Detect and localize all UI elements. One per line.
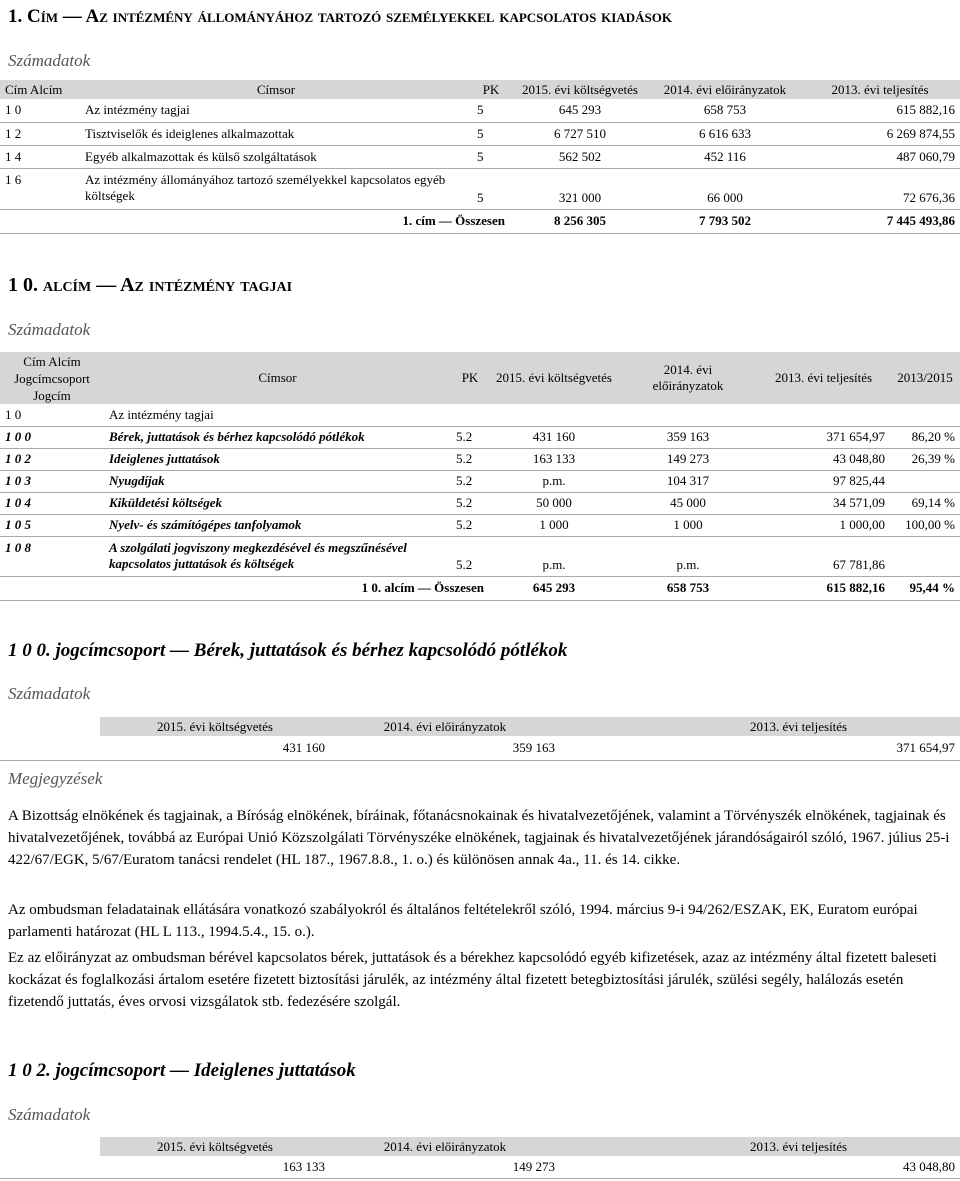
- row-2013: 43 048,80: [833, 451, 885, 466]
- row-name: Kiküldetési költségek: [109, 495, 223, 510]
- row-2013: 34 571,09: [833, 495, 885, 510]
- total-2015: 8 256 305: [554, 213, 606, 228]
- row-ratio: 69,14 %: [911, 495, 955, 510]
- col-header: 2014. évi előirányzatok: [650, 80, 800, 99]
- row-2015: p.m.: [542, 473, 566, 488]
- total-label: 1 0. alcím — Összesen: [361, 580, 484, 595]
- row-pk: 5.2: [456, 451, 473, 466]
- col-header: 2015. évi költségvetés: [510, 80, 650, 99]
- col-header: 2013/2015: [890, 352, 960, 404]
- col-header: PK: [472, 80, 510, 99]
- row-pk: 5: [477, 189, 484, 205]
- heading-number: 1.: [8, 6, 23, 27]
- total-ratio: 95,44 %: [909, 580, 955, 595]
- row-pk: 5.2: [456, 517, 473, 532]
- row-name: Nyelv- és számítógépes tanfolyamok: [109, 517, 302, 532]
- group-name: Az intézmény tagjai: [109, 406, 214, 422]
- row-2015: 163 133: [532, 451, 576, 466]
- row-2013: 72 676,36: [903, 189, 955, 205]
- row-pk: 5: [477, 125, 484, 141]
- row-2014: 6 616 633: [699, 125, 751, 141]
- row-code: 1 0 8: [5, 539, 31, 555]
- table-row: [0, 145, 960, 168]
- col-header: 2015. évi költségvetés: [100, 717, 330, 736]
- section1-label: Számadatok: [8, 51, 91, 70]
- row-ratio: 100,00 %: [905, 517, 955, 532]
- row-2014: 1 000: [673, 517, 703, 532]
- row-code: 1 4: [5, 148, 22, 164]
- note-paragraph: A Bizottság elnökének és tagjainak, a Bíróság elnökének, bíráinak, főtanácsnokainak és hivatalvezetőjének, valamint a Törvényszék elnökének, tagjainak és hivatalvezetőjének, továbbá az Európai Unió Közszolgálati Törvényszéke elnökének, tagjainak és hivatalvezetőjének járandóságairól szóló, 1967. július 25-i 422/67/EGK, 5/67/Euratom tanácsi rendelet (HL 187., 1967.8.8., 1. o.) és különösen annak 4a., 11. és 14. cikke.: [8, 808, 950, 868]
- section3-heading: 1 0 0. jogcímcsoport — Bérek, juttatások és bérhez kapcsolódó pótlékok: [8, 640, 568, 661]
- row-2015: 6 727 510: [554, 125, 606, 141]
- row-2015: 50 000: [536, 495, 572, 510]
- row-code: 1 0 0: [5, 429, 31, 444]
- row-2014: 359 163: [666, 429, 710, 444]
- col-header: 2013. évi teljesítés: [560, 717, 960, 736]
- row-2013: 1 000,00: [839, 517, 885, 532]
- total-2014: 658 753: [666, 580, 710, 595]
- col-header: 2015. évi költségvetés: [100, 1137, 330, 1156]
- row-name: A szolgálati jogviszony megkezdésével és megszűnésével kapcsolatos juttatások és költségek: [109, 539, 407, 571]
- row-code: 1 0 2: [5, 451, 31, 466]
- value-2013: 43 048,80: [903, 1158, 955, 1174]
- row-2015: 321 000: [558, 189, 602, 205]
- section2-table: [0, 352, 960, 601]
- table-row: [0, 514, 960, 536]
- total-2014: 7 793 502: [699, 213, 751, 228]
- row-2015: 431 160: [532, 429, 576, 444]
- values-row: [0, 736, 960, 760]
- row-code: 1 0 4: [5, 495, 31, 510]
- row-2015: 562 502: [558, 148, 602, 164]
- value-2014: 359 163: [512, 739, 555, 755]
- col-header: PK: [451, 352, 489, 404]
- col-header: Cím Alcím: [0, 80, 80, 99]
- header-2014-l1: 2014. évi: [663, 362, 713, 377]
- section4-heading: 1 0 2. jogcímcsoport — Ideiglenes juttatások: [8, 1060, 356, 1081]
- col-header: 2014. évi előirányzatok: [330, 717, 560, 736]
- table-row: [0, 492, 960, 514]
- row-2015: p.m.: [542, 556, 566, 572]
- row-ratio: 26,39 %: [911, 451, 955, 466]
- row-2013: 615 882,16: [896, 102, 955, 118]
- table-row: [0, 426, 960, 448]
- col-header: 2013. évi teljesítés: [757, 352, 890, 404]
- col-header: 2015. évi költségvetés: [489, 352, 619, 404]
- section1-heading: [8, 6, 672, 28]
- table-row: [0, 168, 960, 209]
- note-paragraph: Ez az előirányzat az ombudsman bérével kapcsolatos bérek, juttatások és a bérekhez kapcsolódó egyéb kifizetések, azaz az intézmény által fizetett baleseti kockázat és foglalkozási ártalom esetére fizetett biztosítási járulék, az intézmény által fizetett betegbiztosítási járulék, szülési segély, halálozás esetén fizetendő juttatás, éves orvosi vizsgálatok stb. fedezésére szolgál.: [8, 950, 937, 1010]
- col-header: 2013. évi teljesítés: [800, 80, 960, 99]
- row-2013: 67 781,86: [833, 556, 885, 572]
- col-header: 2013. évi teljesítés: [560, 1137, 960, 1156]
- row-2014: p.m.: [676, 556, 700, 572]
- row-name: Nyugdíjak: [109, 473, 165, 488]
- row-name: Tisztviselők és ideiglenes alkalmazottak: [85, 125, 295, 141]
- row-2014: 658 753: [703, 102, 747, 118]
- total-label: 1. cím — Összesen: [402, 213, 505, 228]
- col-header: 2014. évi előirányzatok: [330, 1137, 560, 1156]
- row-code: 1 6: [5, 171, 22, 187]
- row-pk: 5: [477, 102, 484, 118]
- section2-label: Számadatok: [8, 320, 91, 339]
- header-code-l2: Jogcímcsoport: [14, 370, 90, 386]
- group-row: [0, 404, 960, 426]
- row-pk: 5.2: [456, 495, 473, 510]
- row-pk: 5.2: [456, 473, 473, 488]
- total-row: [0, 576, 960, 600]
- row-pk: 5.2: [456, 429, 473, 444]
- values-row: [0, 1156, 960, 1178]
- section4-table: [0, 1137, 960, 1179]
- section2-heading: 1 0. alcím — Az intézmény tagjai: [8, 274, 293, 296]
- section3-label: Számadatok: [8, 684, 91, 703]
- value-2015: 431 160: [282, 739, 325, 755]
- row-code: 1 0 5: [5, 517, 31, 532]
- total-2015: 645 293: [532, 580, 576, 595]
- table-row: [0, 122, 960, 145]
- value-2013: 371 654,97: [896, 739, 955, 755]
- row-ratio: 86,20 %: [911, 429, 955, 444]
- total-row: [0, 209, 960, 233]
- row-code: 1 0 3: [5, 473, 31, 488]
- table-row: [0, 470, 960, 492]
- row-2014: 452 116: [704, 148, 746, 164]
- row-2013: 371 654,97: [826, 429, 885, 444]
- row-2015: 645 293: [558, 102, 602, 118]
- row-code: 1 2: [5, 125, 22, 141]
- row-name: Az intézmény állományához tartozó személyekkel kapcsolatos egyéb költségek: [85, 171, 446, 203]
- total-2013: 615 882,16: [826, 580, 885, 595]
- row-2014: 66 000: [707, 189, 743, 205]
- total-2013: 7 445 493,86: [886, 213, 955, 228]
- heading-title: Cím — Az intézmény állományához tartozó személyekkel kapcsolatos kiadások: [27, 6, 672, 27]
- col-header: Címsor: [104, 352, 451, 404]
- row-2014: 45 000: [670, 495, 706, 510]
- row-name: Ideiglenes juttatások: [109, 451, 220, 466]
- row-2013: 97 825,44: [833, 473, 885, 488]
- row-ratio: [890, 536, 960, 576]
- row-2013: 487 060,79: [896, 148, 955, 164]
- row-2013: 6 269 874,55: [886, 125, 955, 141]
- row-name: Egyéb alkalmazottak és külső szolgáltatások: [85, 148, 317, 164]
- row-2014: 149 273: [666, 451, 710, 466]
- group-code: 1 0: [5, 406, 22, 422]
- row-name: Bérek, juttatások és bérhez kapcsolódó pótlékok: [109, 429, 365, 444]
- row-pk: 5: [477, 148, 484, 164]
- value-2015: 163 133: [282, 1158, 325, 1174]
- section1-table: [0, 80, 960, 234]
- table-row: [0, 536, 960, 576]
- row-name: Az intézmény tagjai: [85, 102, 190, 118]
- header-code-l3: Jogcím: [33, 387, 71, 403]
- table-row: [0, 448, 960, 470]
- section4-label: Számadatok: [8, 1105, 91, 1124]
- table-row: [0, 99, 960, 122]
- row-code: 1 0: [5, 102, 22, 118]
- row-2014: 104 317: [666, 473, 710, 488]
- row-2015: 1 000: [539, 517, 569, 532]
- row-ratio: [890, 470, 960, 492]
- note-paragraph: Az ombudsman feladatainak ellátására vonatkozó szabályokról és általános feltételekről szóló, 1994. március 9-i 94/262/ESZAK, EK, Euratom európai parlamenti határozat (HL L 113., 1994.5.4., 15. o.).: [8, 902, 918, 940]
- notes-label: Megjegyzések: [8, 769, 103, 788]
- value-2014: 149 273: [512, 1158, 555, 1174]
- header-2014-l2: előirányzatok: [652, 378, 724, 393]
- header-code-l1: Cím Alcím: [23, 353, 81, 369]
- section3-table: [0, 717, 960, 761]
- row-pk: 5.2: [456, 556, 473, 572]
- col-header: Címsor: [80, 80, 472, 99]
